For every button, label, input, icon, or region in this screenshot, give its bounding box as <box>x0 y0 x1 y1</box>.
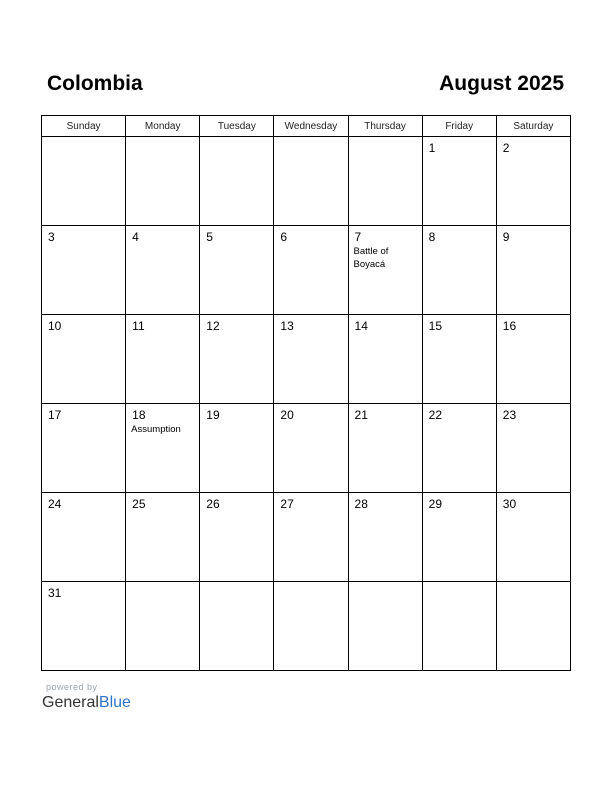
day-number: 1 <box>428 141 436 155</box>
day-cell <box>126 315 200 404</box>
day-cell <box>496 137 570 226</box>
day-cell <box>42 404 126 493</box>
day-cell <box>422 137 496 226</box>
day-cell <box>422 493 496 582</box>
holiday-label <box>349 586 422 587</box>
day-cell <box>274 582 348 671</box>
day-number: 9 <box>502 230 510 244</box>
holiday-label <box>423 586 496 587</box>
day-cell <box>126 493 200 582</box>
day-cell <box>274 226 348 315</box>
holiday-label <box>200 141 273 142</box>
holiday-label <box>200 422 273 423</box>
day-cell <box>496 226 570 315</box>
day-cell <box>42 137 126 226</box>
day-cell <box>200 582 274 671</box>
day-cell <box>274 493 348 582</box>
holiday-label <box>349 333 422 334</box>
holiday-label <box>274 586 347 587</box>
day-cell <box>348 582 422 671</box>
day-number: 14 <box>354 319 368 333</box>
day-cell <box>126 226 200 315</box>
day-cell <box>42 315 126 404</box>
weekday-header-thursday: Thursday <box>348 116 422 137</box>
day-cell <box>200 404 274 493</box>
holiday-label <box>349 422 422 423</box>
day-number: 11 <box>132 319 145 333</box>
day-number: 16 <box>502 319 517 333</box>
holiday-label <box>423 511 496 512</box>
day-number: 12 <box>206 319 220 333</box>
weekday-header-row <box>42 116 571 137</box>
holiday-label <box>497 511 570 512</box>
day-cell <box>496 315 570 404</box>
week-row <box>42 582 571 671</box>
holiday-label <box>126 244 199 245</box>
day-cell <box>126 137 200 226</box>
day-cell <box>274 315 348 404</box>
powered-by-text: powered by <box>46 682 98 692</box>
holiday-label <box>42 600 125 601</box>
day-cell <box>42 226 126 315</box>
holiday-label <box>497 244 570 245</box>
day-cell <box>200 315 274 404</box>
weekday-header-tuesday: Tuesday <box>200 116 274 137</box>
holiday-label <box>497 422 570 423</box>
holiday-label <box>200 333 273 334</box>
holiday-label: Assumption <box>131 424 181 435</box>
holiday-label <box>349 511 422 512</box>
holiday-label <box>274 333 347 334</box>
day-number: 28 <box>354 497 368 511</box>
day-cell <box>496 493 570 582</box>
holiday-label <box>274 244 347 245</box>
holiday-label <box>274 141 347 142</box>
holiday-label <box>497 333 570 334</box>
holiday-label <box>126 586 199 587</box>
week-row <box>42 226 571 315</box>
day-number: 8 <box>428 230 436 244</box>
holiday-label: Battle of Boyacá <box>353 246 389 270</box>
holiday-label <box>126 141 199 142</box>
day-number: 22 <box>428 408 443 422</box>
week-row <box>42 493 571 582</box>
holiday-label <box>42 511 125 512</box>
day-cell <box>348 315 422 404</box>
brand-blue-text: Blue <box>98 694 131 711</box>
holiday-label <box>200 244 273 245</box>
day-number: 13 <box>280 319 294 333</box>
day-cell <box>348 137 422 226</box>
day-number: 3 <box>48 230 55 244</box>
day-cell <box>348 226 422 315</box>
holiday-label <box>349 141 422 142</box>
weekday-header-saturday: Saturday <box>496 116 570 137</box>
day-cell <box>200 137 274 226</box>
day-number: 23 <box>502 408 517 422</box>
day-cell <box>422 315 496 404</box>
day-cell <box>422 582 496 671</box>
day-cell <box>126 582 200 671</box>
day-cell <box>274 137 348 226</box>
week-row <box>42 137 571 226</box>
day-number: 19 <box>206 408 220 422</box>
weekday-header-monday: Monday <box>126 116 200 137</box>
brand-general-text: General <box>42 694 99 711</box>
holiday-label <box>42 422 125 423</box>
day-number: 4 <box>132 230 139 244</box>
day-number: 7 <box>354 230 362 244</box>
day-number: 10 <box>48 319 62 333</box>
day-cell <box>496 404 570 493</box>
day-number: 15 <box>428 319 443 333</box>
day-cell <box>422 404 496 493</box>
day-cell <box>422 226 496 315</box>
day-number: 30 <box>502 497 517 511</box>
country-title: Colombia <box>47 72 143 95</box>
holiday-label <box>126 333 199 334</box>
holiday-label <box>423 244 496 245</box>
day-cell <box>42 493 126 582</box>
day-number: 17 <box>48 408 62 422</box>
day-cell <box>348 404 422 493</box>
generalblue-logo[interactable] <box>42 693 131 713</box>
day-number: 27 <box>280 497 294 511</box>
holiday-label <box>200 511 273 512</box>
month-year-title: August 2025 <box>439 72 564 95</box>
day-cell <box>348 493 422 582</box>
day-number: 24 <box>48 497 62 511</box>
day-number: 18 <box>132 408 146 422</box>
day-cell <box>126 404 200 493</box>
calendar-grid <box>41 115 571 671</box>
day-number: 21 <box>354 408 368 422</box>
weekday-header-sunday: Sunday <box>42 116 126 137</box>
day-number: 6 <box>280 230 288 244</box>
day-cell <box>42 582 126 671</box>
day-number: 20 <box>280 408 294 422</box>
day-number: 26 <box>206 497 220 511</box>
day-number: 29 <box>428 497 443 511</box>
holiday-label <box>126 511 199 512</box>
week-row <box>42 315 571 404</box>
holiday-label <box>42 244 125 245</box>
day-number: 5 <box>206 230 213 244</box>
holiday-label <box>423 333 496 334</box>
weekday-header-wednesday: Wednesday <box>274 116 348 137</box>
day-cell <box>200 226 274 315</box>
day-number: 25 <box>132 497 146 511</box>
holiday-label <box>274 422 347 423</box>
holiday-label <box>200 586 273 587</box>
week-row <box>42 404 571 493</box>
day-cell <box>496 582 570 671</box>
holiday-label <box>423 422 496 423</box>
day-cell <box>200 493 274 582</box>
day-number: 31 <box>48 586 62 600</box>
weekday-header-friday: Friday <box>422 116 496 137</box>
holiday-label <box>497 586 570 587</box>
holiday-label <box>274 511 347 512</box>
day-number: 2 <box>502 141 510 155</box>
holiday-label <box>497 155 570 156</box>
day-cell <box>274 404 348 493</box>
holiday-label <box>423 155 496 156</box>
holiday-label <box>42 141 125 142</box>
holiday-label <box>42 333 125 334</box>
